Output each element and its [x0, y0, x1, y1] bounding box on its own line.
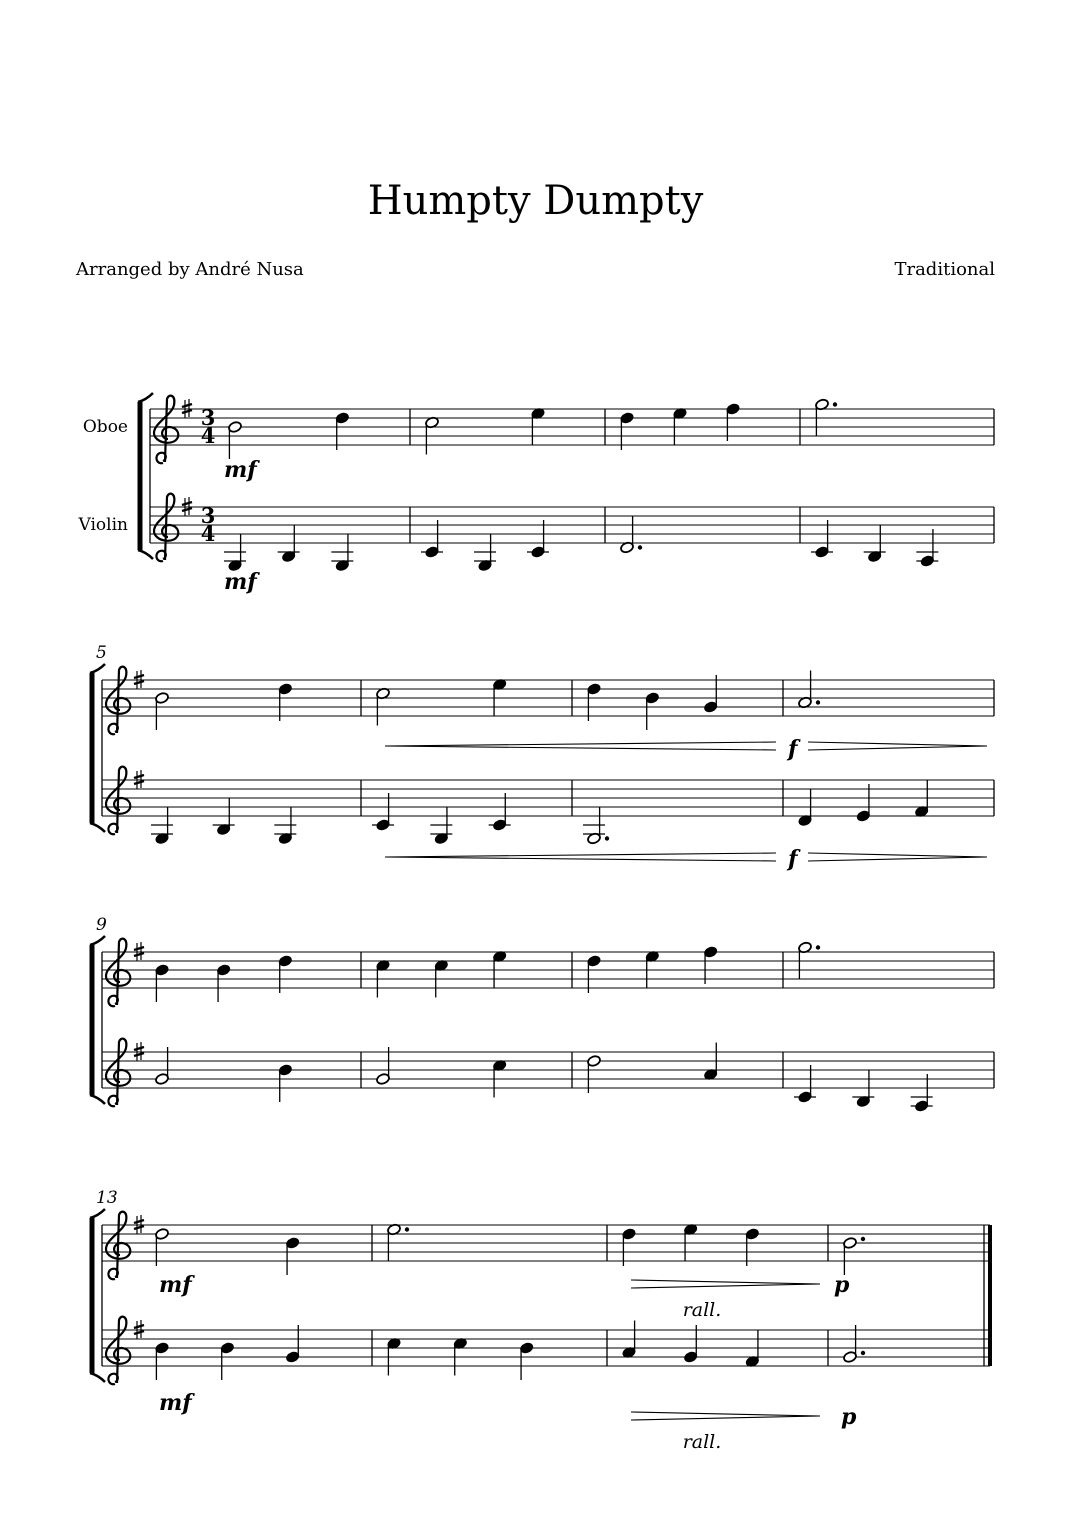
oboe-note — [216, 964, 231, 1002]
augmentation-dot — [833, 402, 837, 406]
system-bracket-hook — [90, 664, 105, 673]
oboe-note — [815, 398, 838, 436]
oboe-note — [376, 687, 391, 725]
treble-clef-icon — [106, 667, 130, 735]
dynamic-mf-oboe-m13: mf — [159, 1272, 192, 1298]
violin-note — [155, 1047, 170, 1085]
violin-note — [811, 520, 833, 558]
violin-note — [856, 784, 871, 822]
system-bracket-hook — [138, 550, 153, 559]
time-signature-numerator: 3 — [200, 405, 216, 430]
violin-note — [911, 1074, 933, 1112]
oboe-note — [798, 671, 821, 709]
sharp-bar — [182, 404, 192, 407]
oboe-note — [285, 1237, 300, 1275]
sharp-bar — [134, 1226, 144, 1229]
hairpin-line — [385, 746, 776, 750]
sharp-bar — [134, 953, 144, 956]
oboe-note — [376, 959, 391, 997]
violin-note — [220, 1342, 235, 1380]
violin-note — [387, 1337, 402, 1375]
sharp-bar — [182, 508, 192, 511]
oboe-note — [726, 403, 741, 441]
system-bracket-hook — [90, 823, 105, 832]
violin-note — [703, 1043, 718, 1081]
dynamic-mf-violin-m1: mf — [224, 569, 257, 595]
arranger-credit: Arranged by André Nusa — [76, 259, 304, 280]
oboe-note — [387, 1223, 410, 1261]
violin-note — [151, 807, 173, 845]
dynamic-mf-violin-m13: mf — [159, 1390, 192, 1416]
decrescendo-hairpin — [631, 1412, 820, 1420]
treble-clef-icon — [106, 767, 130, 835]
hairpin-line — [808, 746, 987, 750]
oboe-note — [673, 407, 688, 445]
hairpin-line — [808, 857, 987, 861]
augmentation-dot — [638, 545, 642, 549]
violin-note — [843, 1325, 866, 1363]
sharp-bar — [134, 675, 144, 678]
system-bracket-hook — [90, 1095, 105, 1104]
sharp-bar — [134, 1220, 144, 1223]
system-3 — [90, 915, 994, 1104]
oboe-note — [531, 407, 546, 445]
violin-note — [519, 1342, 534, 1380]
violin-note — [278, 1064, 293, 1102]
oboe-note — [492, 678, 507, 716]
treble-clef-path — [106, 667, 130, 735]
hairpin-line — [631, 1412, 820, 1416]
composer-credit: Traditional — [894, 259, 995, 280]
treble-clef-path — [106, 767, 130, 835]
oboe-note — [645, 950, 660, 988]
oboe-note — [425, 416, 440, 454]
treble-clef-icon — [106, 939, 130, 1007]
hairpin-line — [631, 1280, 820, 1284]
violin-note — [745, 1330, 760, 1368]
treble-clef-icon — [106, 1212, 130, 1280]
violin-note — [453, 1337, 468, 1375]
treble-clef-icon — [106, 1039, 130, 1107]
oboe-note — [798, 941, 821, 979]
decrescendo-hairpin — [808, 853, 987, 861]
dynamic-mf-oboe-m1: mf — [224, 457, 257, 483]
oboe-note — [622, 1228, 637, 1266]
measure-number: 13 — [96, 1188, 118, 1208]
time-signature-numerator: 3 — [200, 503, 216, 528]
violin-note — [376, 1047, 391, 1085]
dynamic-f-oboe-m8: f — [788, 736, 798, 762]
augmentation-dot — [861, 1237, 865, 1241]
oboe-note — [155, 1228, 170, 1266]
oboe-note — [335, 412, 350, 450]
hairpin-line — [808, 742, 987, 746]
violin-note — [331, 534, 353, 572]
oboe-note — [587, 955, 602, 993]
treble-clef-path — [106, 939, 130, 1007]
violin-note — [864, 525, 886, 563]
augmentation-dot — [861, 1351, 865, 1355]
oboe-note — [278, 683, 293, 721]
violin-note — [798, 789, 813, 827]
system-2 — [90, 643, 994, 832]
oboe-note — [683, 1223, 698, 1261]
violin-note — [421, 520, 443, 558]
oboe-note — [587, 683, 602, 721]
crescendo-hairpin — [385, 853, 776, 861]
rall-violin: rall. — [682, 1431, 722, 1453]
decrescendo-hairpin — [631, 1280, 820, 1288]
violin-note — [914, 780, 929, 818]
sharp-bar — [134, 1331, 144, 1334]
time-signature-denominator: 4 — [200, 423, 216, 448]
oboe-note — [278, 955, 293, 993]
oboe-note — [703, 946, 718, 984]
instrument-label-violin: Violin — [78, 515, 128, 535]
treble-clef-icon — [154, 494, 178, 562]
oboe-note — [228, 421, 243, 459]
time-signature-denominator: 4 — [200, 521, 216, 546]
oboe-note — [155, 964, 170, 1002]
treble-clef-path — [154, 494, 178, 562]
sharp-bar — [134, 1325, 144, 1328]
oboe-note — [645, 692, 660, 730]
system-bracket-hook — [138, 393, 153, 402]
violin-note — [587, 1055, 602, 1093]
violin-note — [794, 1065, 816, 1103]
treble-clef-path — [106, 1212, 130, 1280]
sharp-bar — [134, 681, 144, 684]
sharp-bar — [182, 410, 192, 413]
measure-number: 5 — [96, 643, 107, 663]
hairpin-line — [631, 1416, 820, 1420]
treble-clef-path — [106, 1317, 130, 1385]
system-bracket-hook — [90, 936, 105, 945]
hairpin-line — [385, 857, 776, 861]
treble-clef-icon — [154, 396, 178, 464]
hairpin-line — [385, 742, 776, 746]
oboe-note — [155, 692, 170, 730]
measure-number: 9 — [96, 915, 107, 935]
violin-note — [285, 1325, 300, 1363]
violin-note — [372, 793, 394, 831]
oboe-note — [620, 412, 635, 450]
oboe-note — [843, 1237, 866, 1275]
violin-note — [430, 807, 452, 845]
oboe-note — [492, 950, 507, 988]
instrument-label-oboe: Oboe — [82, 417, 128, 437]
augmentation-dot — [405, 1227, 409, 1231]
violin-note — [213, 798, 235, 836]
systems — [90, 393, 994, 1420]
violin-note — [583, 807, 609, 845]
augmentation-dot — [605, 836, 609, 840]
hairpin-line — [808, 853, 987, 857]
crescendo-hairpin — [385, 742, 776, 750]
sharp-bar — [134, 947, 144, 950]
violin-note — [620, 516, 643, 554]
violin-note — [527, 520, 549, 558]
oboe-note — [703, 675, 718, 713]
dynamic-p-oboe-m16: p — [834, 1272, 850, 1298]
violin-note — [278, 525, 300, 563]
system-bracket-hook — [90, 1373, 105, 1382]
violin-note — [474, 534, 496, 572]
sharp-bar — [134, 1053, 144, 1056]
dynamic-p-violin-m16: p — [841, 1404, 857, 1430]
decrescendo-hairpin — [808, 742, 987, 750]
score-title: Humpty Dumpty — [367, 178, 704, 224]
sharp-bar — [182, 502, 192, 505]
treble-clef-path — [106, 1039, 130, 1107]
sharp-bar — [134, 1047, 144, 1050]
violin-note — [852, 1070, 874, 1108]
violin-note — [683, 1325, 698, 1363]
hairpin-line — [631, 1284, 820, 1288]
augmentation-dot — [816, 945, 820, 949]
sharp-bar — [134, 775, 144, 778]
sharp-bar — [134, 781, 144, 784]
treble-clef-path — [154, 396, 178, 464]
violin-note — [916, 529, 938, 567]
violin-note — [492, 1059, 507, 1097]
violin-note — [274, 807, 296, 845]
oboe-note — [745, 1228, 760, 1266]
hairpin-line — [385, 853, 776, 857]
system-1 — [138, 393, 994, 559]
violin-note — [155, 1342, 170, 1380]
rall-oboe: rall. — [682, 1299, 722, 1321]
treble-clef-icon — [106, 1317, 130, 1385]
violin-note — [489, 793, 511, 831]
augmentation-dot — [816, 700, 820, 704]
system-bracket-hook — [90, 1209, 105, 1218]
oboe-note — [434, 959, 449, 997]
violin-note — [622, 1321, 637, 1359]
violin-note — [224, 534, 246, 572]
dynamic-f-violin-m8: f — [788, 846, 798, 872]
